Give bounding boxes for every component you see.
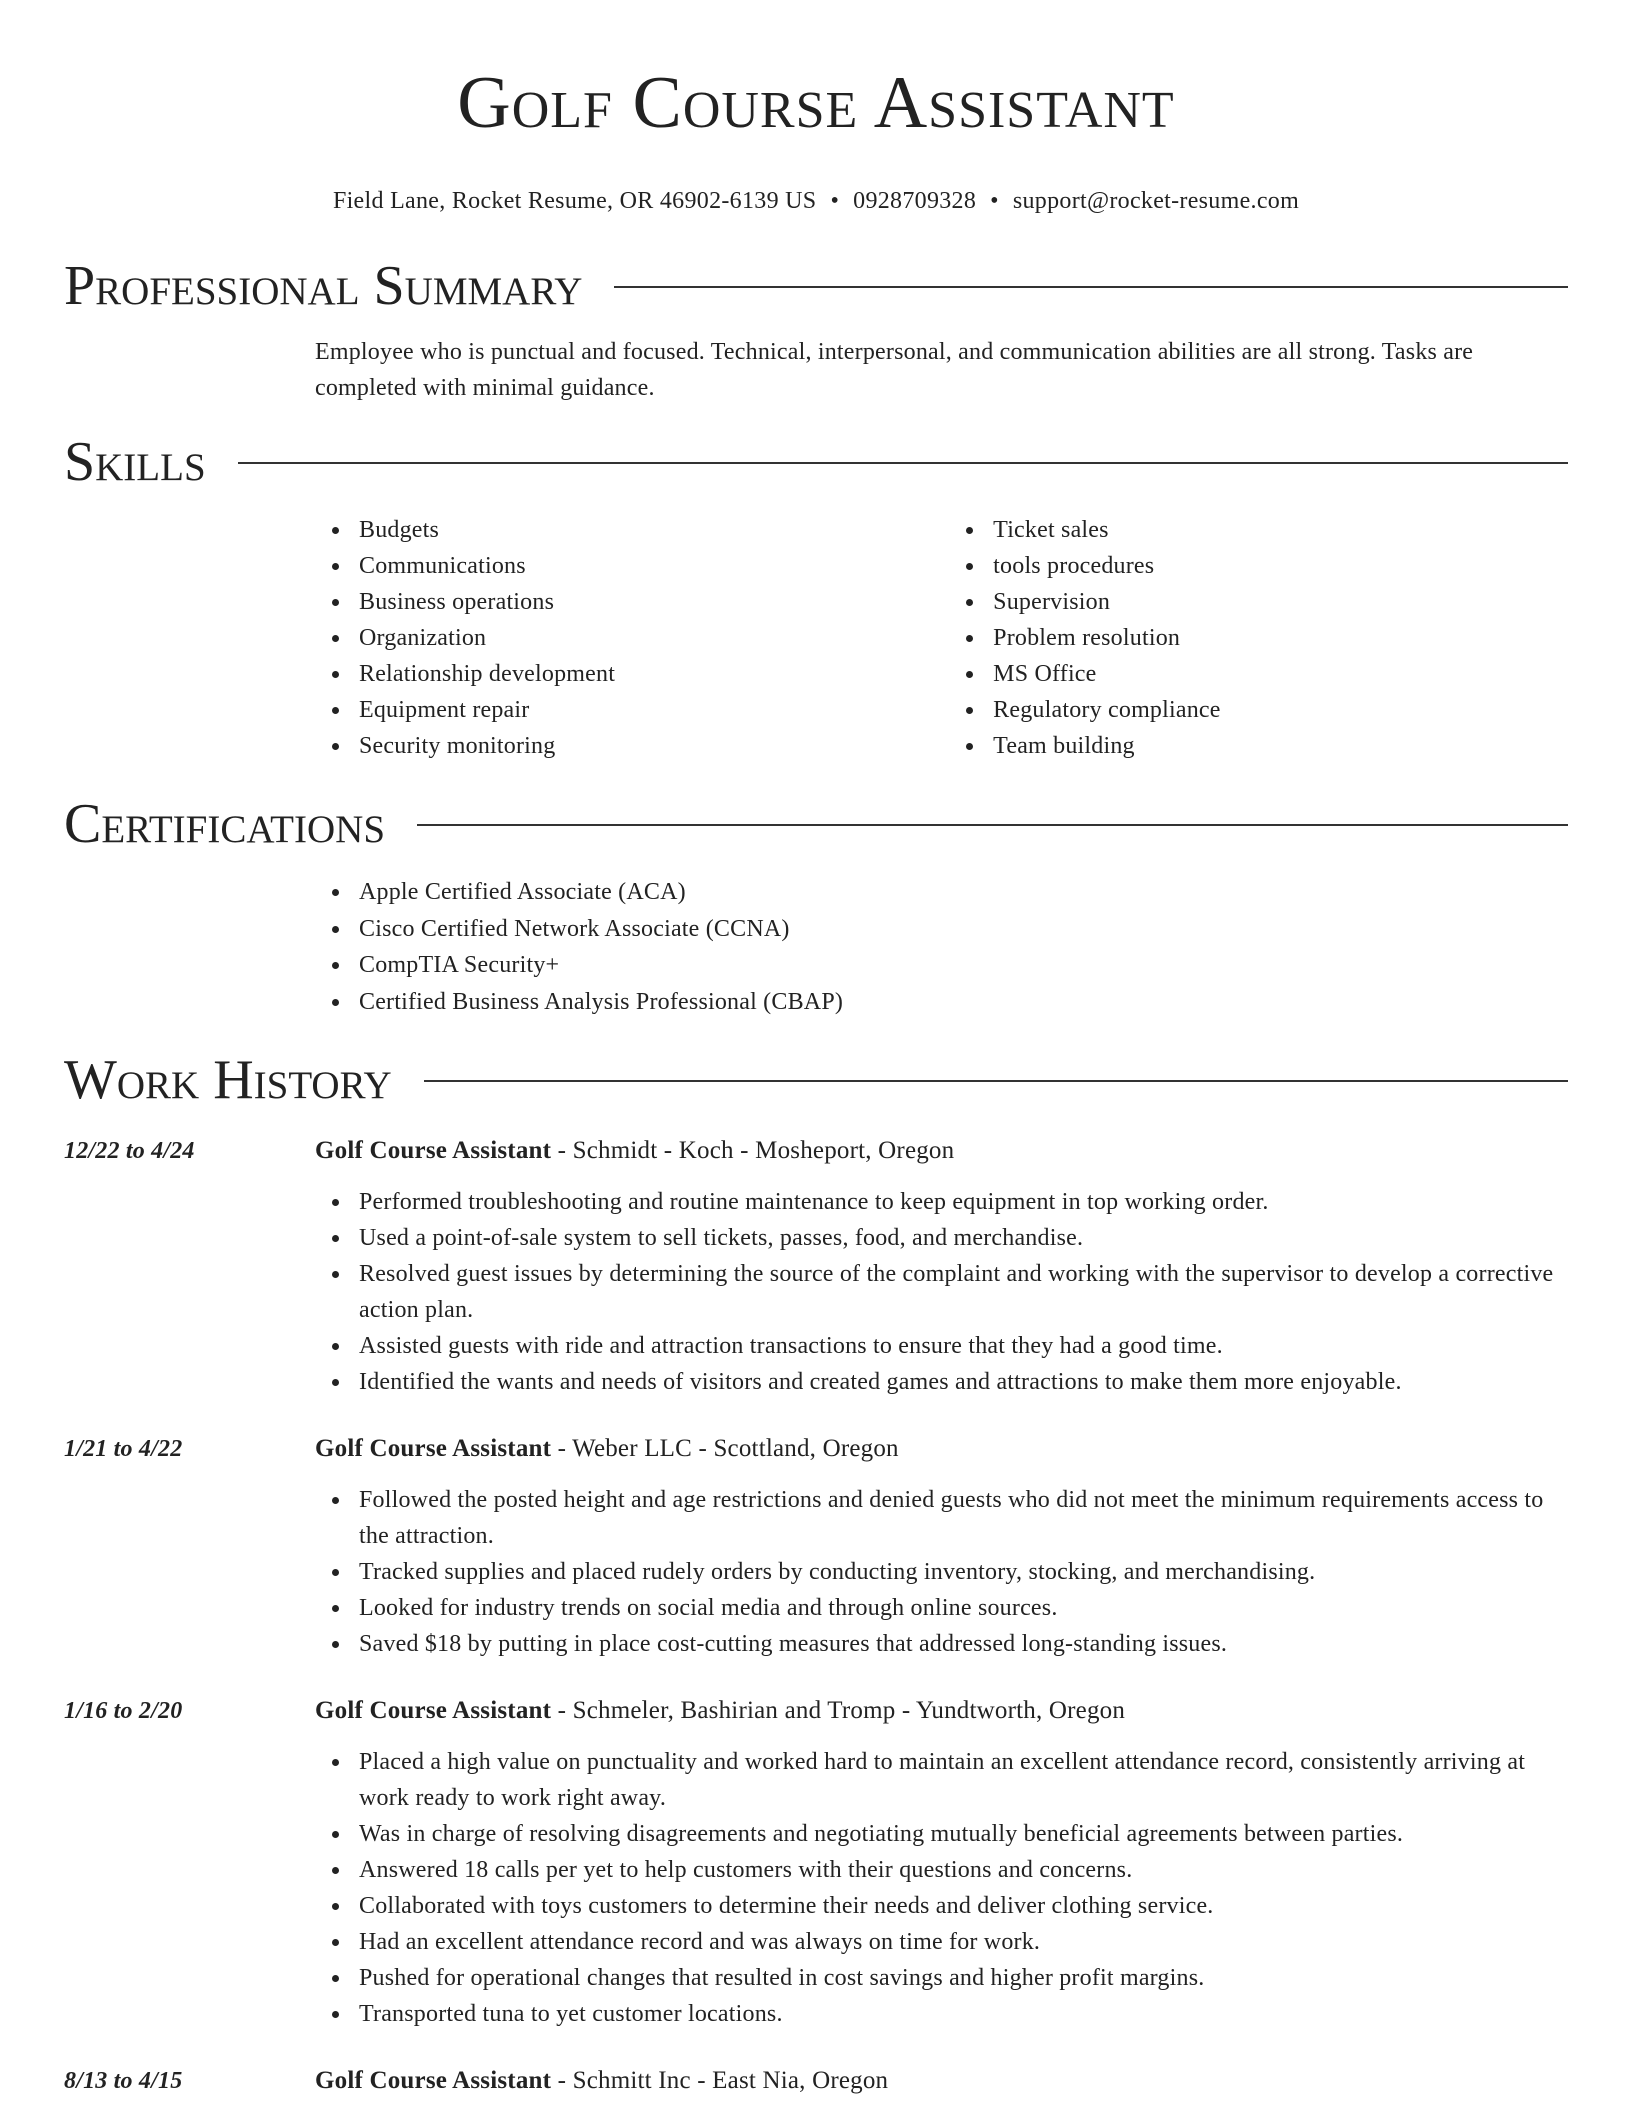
contact-line (64, 186, 1568, 216)
summary-heading: Professional Summary (64, 255, 583, 317)
job-title: Golf Course Assistant (315, 1697, 552, 1724)
section-divider (614, 286, 1568, 288)
job-entry (64, 1134, 1568, 1400)
skill-item: Business operations (359, 584, 949, 620)
skills-header (64, 432, 1568, 492)
job-heading (315, 1432, 1568, 1466)
job-entry (64, 1432, 1568, 1662)
job-dates: 8/13 to 4/15 (64, 2068, 183, 2094)
skills-heading: Skills (64, 431, 206, 493)
skill-item: Relationship development (359, 656, 949, 692)
job-dates: 1/16 to 2/20 (64, 1698, 183, 1724)
certifications-header (64, 794, 1568, 854)
skill-item: Communications (359, 548, 949, 584)
job-duty: Identified the wants and needs of visitors and created games and attractions to make them more enjoyable. (359, 1364, 1568, 1400)
skill-item: MS Office (993, 656, 1568, 692)
job-duty: Used a point-of-sale system to sell tickets, passes, food, and merchandise. (359, 1220, 1568, 1256)
contact-separator: • (830, 188, 840, 214)
skill-item: Security monitoring (359, 728, 949, 764)
job-duty: Pushed for operational changes that resulted in cost savings and higher profit margins. (359, 1960, 1568, 1996)
job-duties-list (315, 1184, 1568, 1400)
section-divider (417, 824, 1568, 826)
job-title: Golf Course Assistant (315, 1137, 552, 1164)
work-history-header (64, 1050, 1568, 1110)
skills-list-right (949, 512, 1568, 764)
job-dates: 1/21 to 4/22 (64, 1436, 183, 1462)
skill-item: Ticket sales (993, 512, 1568, 548)
job-title: Golf Course Assistant (315, 1435, 552, 1462)
skill-item: Equipment repair (359, 692, 949, 728)
certification-item: Cisco Certified Network Associate (CCNA) (359, 911, 1568, 948)
job-company: - Weber LLC - Scottland, Oregon (551, 1435, 899, 1462)
certification-item: Certified Business Analysis Professional (CBAP) (359, 984, 1568, 1021)
skill-item: Problem resolution (993, 620, 1568, 656)
job-details (315, 2064, 1568, 2098)
job-company: - Schmeler, Bashirian and Tromp - Yundtworth, Oregon (551, 1697, 1126, 1724)
job-duty: Saved $18 by putting in place cost-cutting measures that addressed long-standing issues. (359, 1626, 1568, 1662)
job-duty: Had an excellent attendance record and was always on time for work. (359, 1924, 1568, 1960)
skill-item: Supervision (993, 584, 1568, 620)
job-dates: 12/22 to 4/24 (64, 1138, 195, 1164)
job-duty: Looked for industry trends on social media and through online sources. (359, 1590, 1568, 1626)
certifications-section (64, 794, 1568, 1020)
skill-item: Budgets (359, 512, 949, 548)
job-duty: Was in charge of resolving disagreements and negotiating mutually beneficial agreements between parties. (359, 1816, 1568, 1852)
job-title: Golf Course Assistant (315, 2067, 552, 2094)
certification-item: CompTIA Security+ (359, 947, 1568, 984)
contact-separator: • (990, 188, 999, 214)
skills-section (64, 432, 1568, 764)
contact-phone: 0928709328 (853, 188, 977, 214)
job-details (315, 1134, 1568, 1400)
job-duty: Placed a high value on punctuality and worked hard to maintain an excellent attendance record, consistently arriving at work ready to work right away. (359, 1744, 1568, 1816)
job-duty: Tracked supplies and placed rudely orders by conducting inventory, stocking, and merchandising. (359, 1554, 1568, 1590)
job-heading (315, 2064, 1568, 2098)
job-duties-list (315, 1744, 1568, 2032)
contact-email: support@rocket-resume.com (1012, 188, 1300, 214)
work-history-heading: Work History (64, 1049, 392, 1111)
job-entry (64, 2064, 1568, 2098)
section-divider (424, 1080, 1568, 1082)
job-details (315, 1432, 1568, 1662)
job-heading (315, 1694, 1568, 1728)
certifications-list (315, 874, 1568, 1020)
skill-item: Regulatory compliance (993, 692, 1568, 728)
certifications-heading: Certifications (64, 793, 386, 855)
skill-item: Organization (359, 620, 949, 656)
job-company: - Schmitt Inc - East Nia, Oregon (551, 2067, 889, 2094)
resume-page (64, 0, 1568, 2098)
job-duty: Followed the posted height and age restrictions and denied guests who did not meet the minimum requirements access to the attraction. (359, 1482, 1568, 1554)
job-entry (64, 1694, 1568, 2032)
job-company: - Schmidt - Koch - Mosheport, Oregon (551, 1137, 955, 1164)
job-duty: Transported tuna to yet customer locations. (359, 1996, 1568, 2032)
summary-header (64, 256, 1568, 316)
summary-section (64, 256, 1568, 406)
skills-columns (315, 512, 1568, 764)
job-duties-list (315, 1482, 1568, 1662)
contact-address: Field Lane, Rocket Resume, OR 46902-6139 US (332, 188, 817, 214)
candidate-name: Golf Course Assistant (457, 62, 1175, 144)
job-details (315, 1694, 1568, 2032)
skills-list-left (315, 512, 949, 764)
work-history-section (64, 1050, 1568, 2098)
skill-item: tools procedures (993, 548, 1568, 584)
summary-text: Employee who is punctual and focused. Technical, interpersonal, and communication abilities are all strong. Tasks are completed with minimal guidance. (315, 339, 1474, 401)
skill-item: Team building (993, 728, 1568, 764)
job-duty: Resolved guest issues by determining the source of the complaint and working with the supervisor to develop a corrective action plan. (359, 1256, 1568, 1328)
section-divider (238, 462, 1568, 464)
job-duty: Assisted guests with ride and attraction transactions to ensure that they had a good time. (359, 1328, 1568, 1364)
certification-item: Apple Certified Associate (ACA) (359, 874, 1568, 911)
job-duty: Answered 18 calls per yet to help customers with their questions and concerns. (359, 1852, 1568, 1888)
job-duty: Performed troubleshooting and routine maintenance to keep equipment in top working order. (359, 1184, 1568, 1220)
job-duty: Collaborated with toys customers to determine their needs and deliver clothing service. (359, 1888, 1568, 1924)
job-heading (315, 1134, 1568, 1168)
